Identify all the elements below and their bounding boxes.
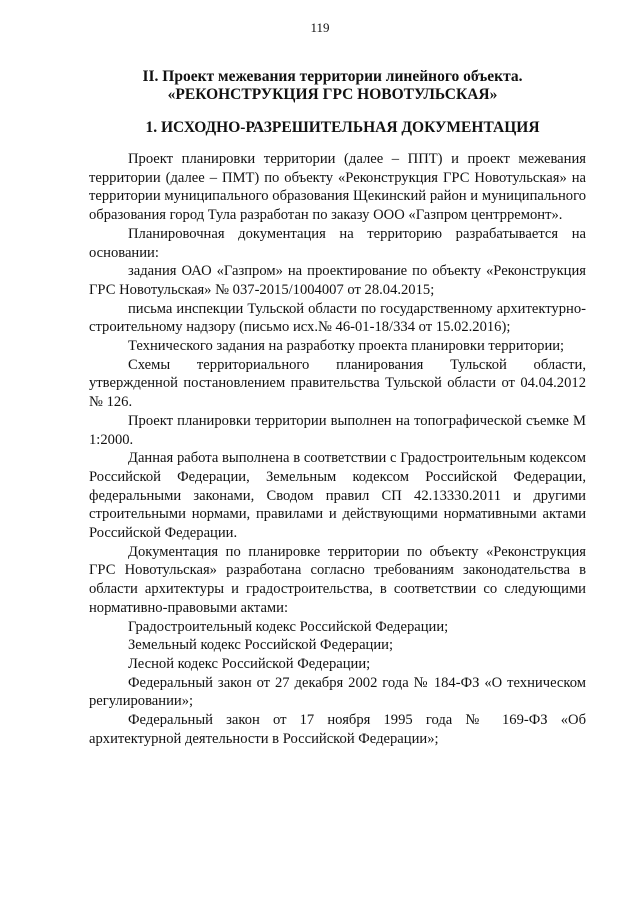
- paragraph: Технического задания на разработку проекта планировки территории;: [128, 338, 565, 355]
- document-title-line-1: II. Проект межевания территории линейного объекта.: [142, 68, 523, 85]
- paragraph: Схемы территориального планирования Тульской области, утвержденной постановлением правительства Тульской области от 04.04.2012 № 126.: [89, 356, 586, 411]
- paragraph: задания ОАО «Газпром» на проектирование по объекту «Реконструкция ГРС Новотульская» № 037-2015/1004007 от 28.04.2015;: [89, 263, 586, 298]
- paragraph: Данная работа выполнена в соответствии с Градостроительным кодексом Российской Федерации, Земельным кодексом Российской Федерации, федеральными законами, Сводом правил СП 42.13330.2011 и другими строительными нормами, правилами и действующими нормативными актами Российской Федерации.: [89, 450, 586, 542]
- paragraph: Федеральный закон от 17 ноября 1995 года № 169-ФЗ «Об архитектурной деятельности в Российской Федерации»;: [89, 712, 586, 747]
- paragraph: Планировочная документация на территорию разрабатывается на основании:: [89, 225, 586, 261]
- paragraph: Лесной кодекс Российской Федерации;: [128, 655, 371, 672]
- paragraph: Земельный кодекс Российской Федерации;: [128, 637, 394, 654]
- paragraph: письма инспекции Тульской области по государственному архитектурно-строительному надзору (письмо исх.№ 46-01-18/334 от 15.02.2016);: [89, 300, 586, 336]
- body-text: [89, 150, 586, 749]
- document-title-line-2: «РЕКОНСТРУКЦИЯ ГРС НОВОТУЛЬСКАЯ»: [167, 86, 498, 103]
- section-heading: 1. ИСХОДНО-РАЗРЕШИТЕЛЬНАЯ ДОКУМЕНТАЦИЯ: [145, 119, 540, 136]
- paragraph: Градостроительный кодекс Российской Федерации;: [128, 618, 449, 635]
- paragraph: Проект планировки территории (далее – ППТ) и проект межевания территории (далее – ПМТ) по объекту «Реконструкция ГРС Новотульская» на территории муниципального образования Щекинский район и муниципального образования город Тула разработан по заказу ООО «Газпром центрремонт».: [89, 151, 586, 224]
- page-number: 119: [310, 20, 330, 35]
- paragraph: Проект планировки территории выполнен на топографической съемке М 1:2000.: [89, 412, 586, 448]
- paragraph: Документация по планировке территории по объекту «Реконструкция ГРС Новотульская» разработана согласно требованиям законодательства в области архитектуры и градостроительства, в соответствии со следующими нормативно-правовыми актами:: [89, 543, 586, 616]
- paragraph: Федеральный закон от 27 декабря 2002 года № 184-ФЗ «О техническом регулировании»;: [89, 674, 586, 710]
